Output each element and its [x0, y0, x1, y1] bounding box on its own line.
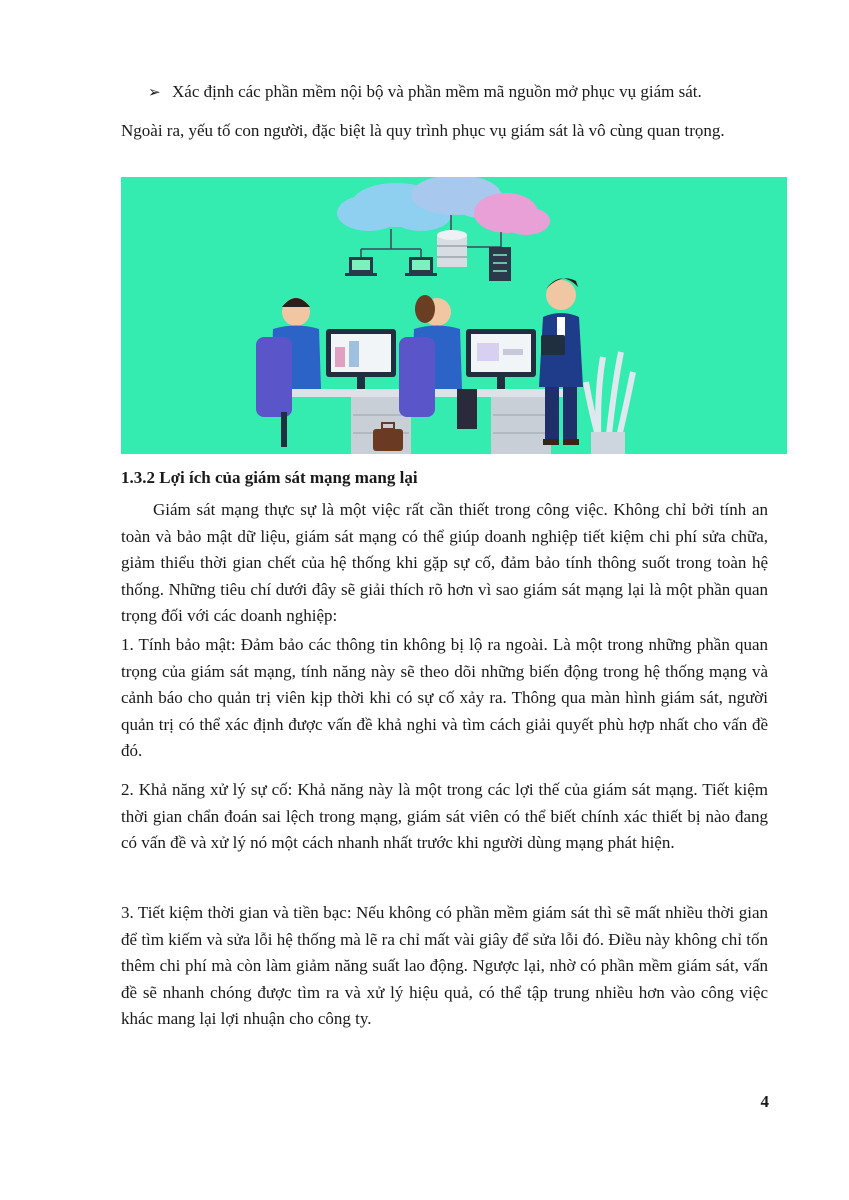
benefit-item-troubleshooting: 2. Khả năng xử lý sự cố: Khả năng này là một trong các lợi thế của giám sát mạng. Tiết kiệm thời gian chẩn đoán sai lệch trong mạng, giám sát viên có thể biết chính xác thiết bị nào đang có vấn đề và xử lý nó một cách nhanh nhất trước khi người dùng mạng phát hiện. [121, 780, 768, 852]
server-icon [489, 247, 511, 281]
intro-paragraph: Giám sát mạng thực sự là một việc rất cần thiết trong công việc. Không chỉ bởi tính an toàn và bảo mật dữ liệu, giám sát mạng có thể giúp doanh nghiệp tiết kiệm chi phí sửa chữa, giảm thiểu thời gian chết của hệ thống khi gặp sự cố, đảm bảo tính thông suốt trong toàn hệ thống. Những tiêu chí dưới đây sẽ giải thích rõ hơn vì sao giám sát mạng lại là một phần quan trọng đối với các doanh nghiệp: [121, 500, 768, 625]
network-monitoring-illustration [121, 177, 787, 454]
benefit-item-cost-saving: 3. Tiết kiệm thời gian và tiền bạc: Nếu không có phần mềm giám sát thì sẽ mất nhiều thời gian để tìm kiếm và sửa lỗi hệ thống mà lẽ ra chỉ mất vài giây để sửa lỗi đó. Điều này không chỉ tốn thêm chi phí mà còn làm giảm năng suất lao động. Ngược lại, nhờ có phần mềm giám sát, vấn đề sẽ nhanh chóng được tìm ra và xử lý hiệu quả, có thể tập trung nhiều hơn vào công việc khác mang lại lợi nhuận cho công ty. [121, 903, 768, 1028]
bullet-item [148, 80, 788, 104]
database-icon [437, 230, 467, 267]
continuation-text: Ngoài ra, yếu tố con người, đặc biệt là quy trình phục vụ giám sát là vô cùng quan trọng. [121, 121, 725, 140]
section-heading: 1.3.2 Lợi ích của giám sát mạng mang lại [121, 468, 418, 487]
benefit-item-security: 1. Tính bảo mật: Đảm bảo các thông tin không bị lộ ra ngoài. Là một trong những phần quan trọng của giám sát mạng, tính năng này sẽ theo dõi những biến động trong hệ thống mạng và cảnh báo cho quản trị viên kịp thời khi có sự cố xảy ra. Thông qua màn hình giám sát, người quản trị có thể xác định được vấn đề khả nghi và tìm cách giải quyết phù hợp nhất cho vấn đề đó. [121, 635, 768, 760]
bullet-text: Xác định các phần mềm nội bộ và phần mềm mã nguồn mở phục vụ giám sát. [172, 82, 702, 101]
arrow-bullet-icon: ➢ [148, 83, 161, 101]
office-scene-image [121, 177, 787, 454]
laptop-icon [345, 257, 377, 276]
page-number: 4 [760, 1092, 769, 1111]
laptop-icon [405, 257, 437, 276]
